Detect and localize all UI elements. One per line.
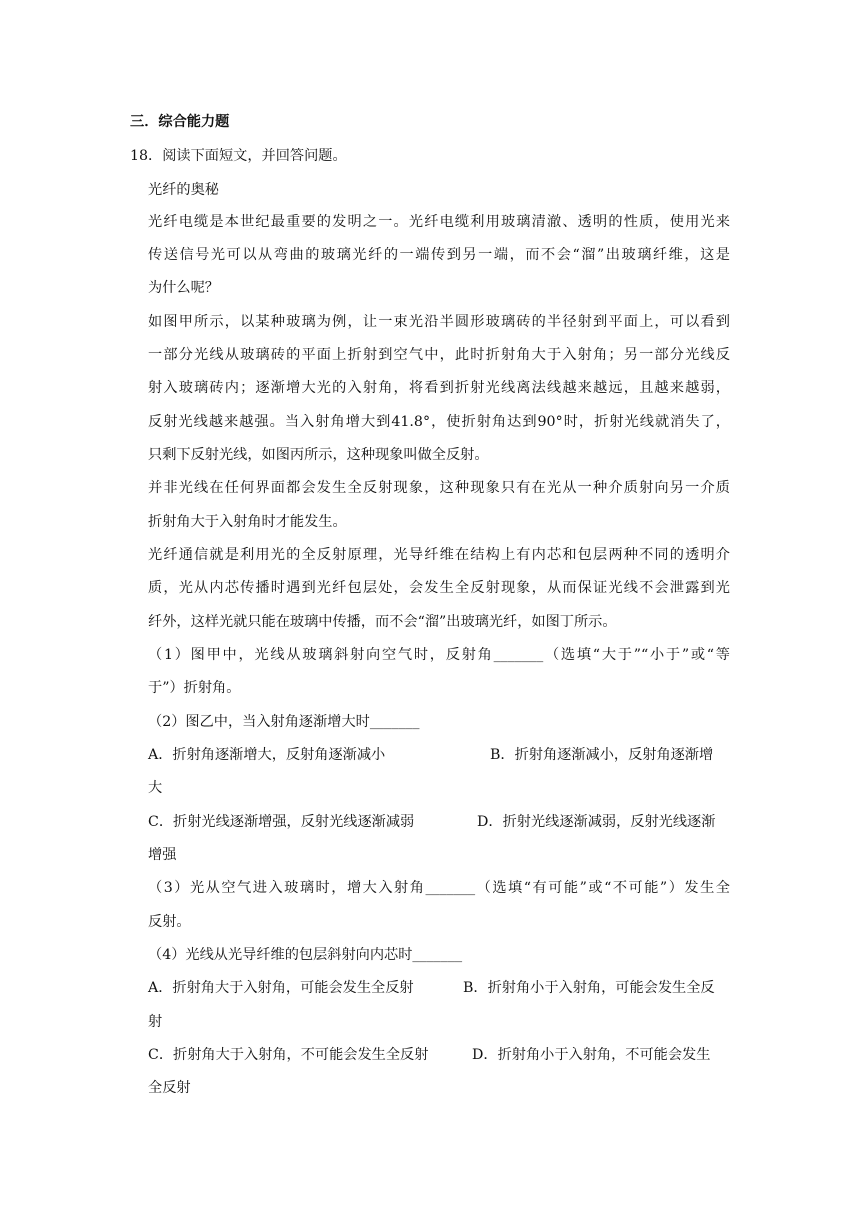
passage-line: 射入玻璃砖内；逐渐增大光的入射角，将看到折射光线离法线越来越远，且越来越弱， bbox=[148, 380, 730, 396]
passage-line: 一部分光线从玻璃砖的平面上折射到空气中，此时折射角大于入射角；另一部分光线反 bbox=[148, 347, 730, 363]
option-4d: D．折射角小于入射角，不可能会发生 bbox=[472, 1047, 711, 1063]
passage-line: 纤外，这样光就只能在玻璃中传播，而不会“溜”出玻璃光纤，如图丁所示。 bbox=[148, 614, 617, 630]
option-4b-cont: 射 bbox=[148, 1014, 163, 1030]
sub-question-3: （3）光从空气进入玻璃时，增大入射角_______（选填“有可能”或“不可能”）发生全 bbox=[148, 880, 730, 896]
sub-question-3-cont: 反射。 bbox=[148, 914, 191, 930]
passage-line: 反射光线越来越强。当入射角增大到41.8°，使折射角达到90°时，折射光线就消失了， bbox=[148, 414, 730, 430]
option-4d-cont: 全反射 bbox=[148, 1080, 191, 1096]
option-2c: C．折射光线逐渐增强，反射光线逐渐减弱 bbox=[148, 814, 415, 830]
passage-line: 为什么呢？ bbox=[148, 280, 219, 296]
passage-line: 传送信号光可以从弯曲的玻璃光纤的一端传到另一端，而不会“溜”出玻璃纤维，这是 bbox=[148, 247, 730, 263]
passage-line: 光纤电缆是本世纪最重要的发明之一。光纤电缆利用玻璃清澈、透明的性质，使用光来 bbox=[148, 214, 730, 230]
option-2a: A．折射角逐渐增大，反射角逐渐减小 bbox=[148, 747, 386, 763]
option-4b: B．折射角小于入射角，可能会发生全反 bbox=[463, 980, 715, 996]
option-2b: B．折射角逐渐减小，反射角逐渐增 bbox=[490, 747, 714, 763]
passage-line: 如图甲所示，以某种玻璃为例，让一束光沿半圆形玻璃砖的半径射到平面上，可以看到 bbox=[148, 314, 730, 330]
sub-question-4: （4）光线从光导纤维的包层斜射向内芯时_______ bbox=[148, 947, 463, 963]
option-4c: C．折射角大于入射角，不可能会发生全反射 bbox=[148, 1047, 429, 1063]
question-number-line: 18．阅读下面短文，并回答问题。 bbox=[130, 148, 347, 164]
passage-line: 光纤通信就是利用光的全反射原理，光导纤维在结构上有内芯和包层两种不同的透明介 bbox=[148, 547, 730, 563]
passage-line: 只剩下反射光线，如图丙所示，这种现象叫做全反射。 bbox=[148, 447, 489, 463]
option-4a: A．折射角大于入射角，可能会发生全反射 bbox=[148, 980, 414, 996]
passage-line: 并非光线在任何界面都会发生全反射现象，这种现象只有在光从一种介质射向另一介质 bbox=[148, 480, 730, 496]
passage-title: 光纤的奥秘 bbox=[148, 182, 219, 198]
sub-question-1-cont: 于”）折射角。 bbox=[148, 680, 241, 696]
sub-question-2: （2）图乙中，当入射角逐渐增大时_______ bbox=[148, 714, 420, 730]
option-2b-cont: 大 bbox=[148, 780, 163, 796]
option-2d: D．折射光线逐渐减弱，反射光线逐渐 bbox=[477, 814, 716, 830]
passage-line: 折射角大于入射角时才能发生。 bbox=[148, 514, 347, 530]
section-heading: 三．综合能力题 bbox=[130, 114, 230, 130]
option-2d-cont: 增强 bbox=[148, 847, 177, 863]
sub-question-1: （1）图甲中，光线从玻璃斜射向空气时，反射角_______（选填“大于”“小于”或“等 bbox=[148, 647, 730, 663]
passage-line: 质，光从内芯传播时遇到光纤包层处，会发生全反射现象，从而保证光线不会泄露到光 bbox=[148, 580, 730, 596]
